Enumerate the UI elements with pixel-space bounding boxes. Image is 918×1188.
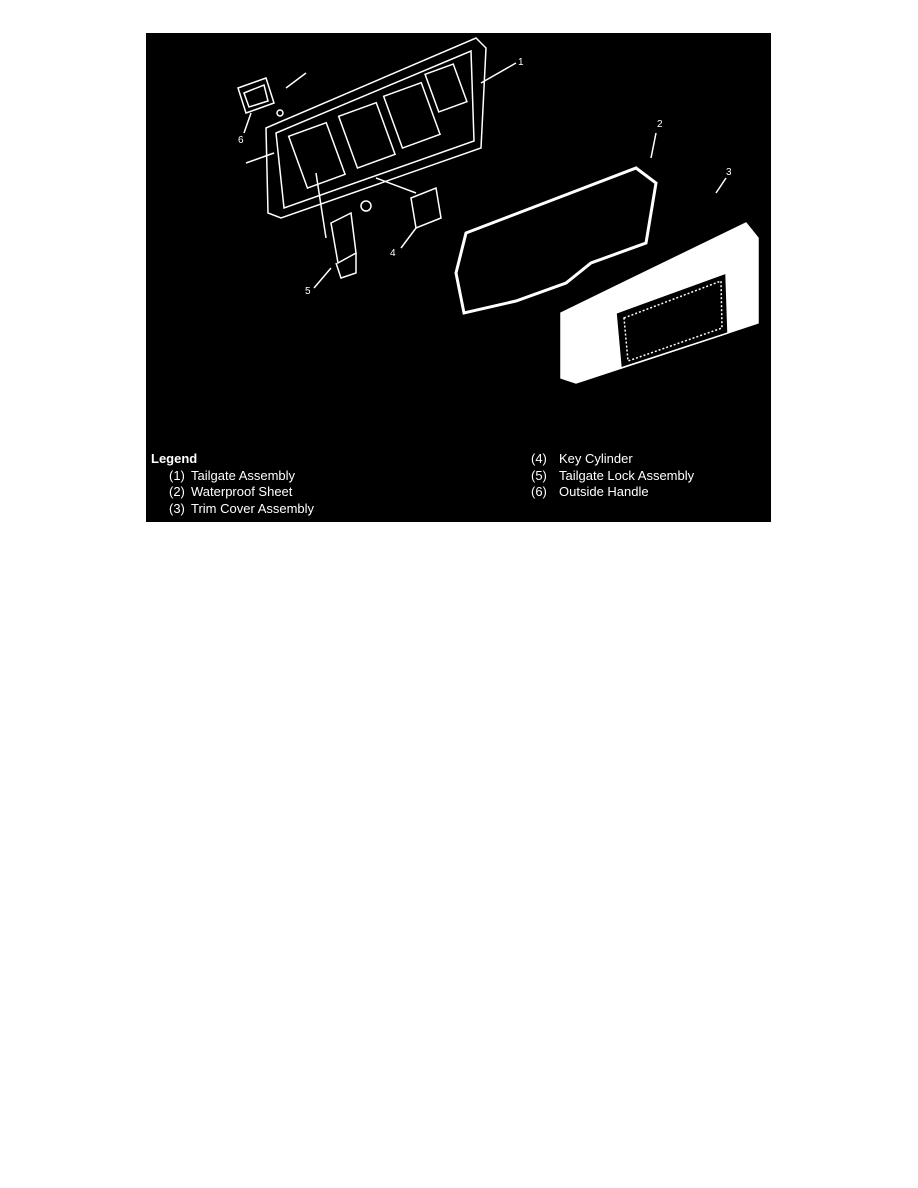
legend-label: Outside Handle [559,484,649,499]
legend-num: (1) [169,467,185,483]
tailgate-exploded-diagram [146,33,771,522]
legend-num: (5) [531,467,547,483]
legend-num: (6) [531,484,547,499]
legend-num: (2) [169,484,185,499]
callout-2: 2 [657,119,663,130]
legend-label: Tailgate Assembly [191,467,296,483]
diagram-drawing [146,33,771,453]
callout-4: 4 [390,248,396,259]
legend-item [151,468,314,485]
trim-cover-drawing [561,223,758,383]
legend [146,451,771,522]
legend-label: Waterproof Sheet [191,484,293,499]
callout-6: 6 [238,135,244,146]
callout-5: 5 [305,286,311,297]
lock-assembly-drawing [316,173,441,278]
tailgate-assembly-drawing [266,38,486,218]
outside-handle-drawing [238,78,283,163]
legend-label: Tailgate Lock Assembly [559,467,695,483]
legend-title: Legend [151,451,198,466]
legend-item [531,468,694,485]
callout-1: 1 [518,57,524,68]
legend-num: (4) [531,451,547,466]
legend-item [151,484,314,501]
legend-item [531,451,694,468]
legend-label: Trim Cover Assembly [191,500,315,516]
legend-item [531,484,694,501]
legend-item [151,501,314,518]
legend-num: (3) [169,500,185,516]
legend-label: Key Cylinder [559,451,633,466]
callout-3: 3 [726,167,732,178]
